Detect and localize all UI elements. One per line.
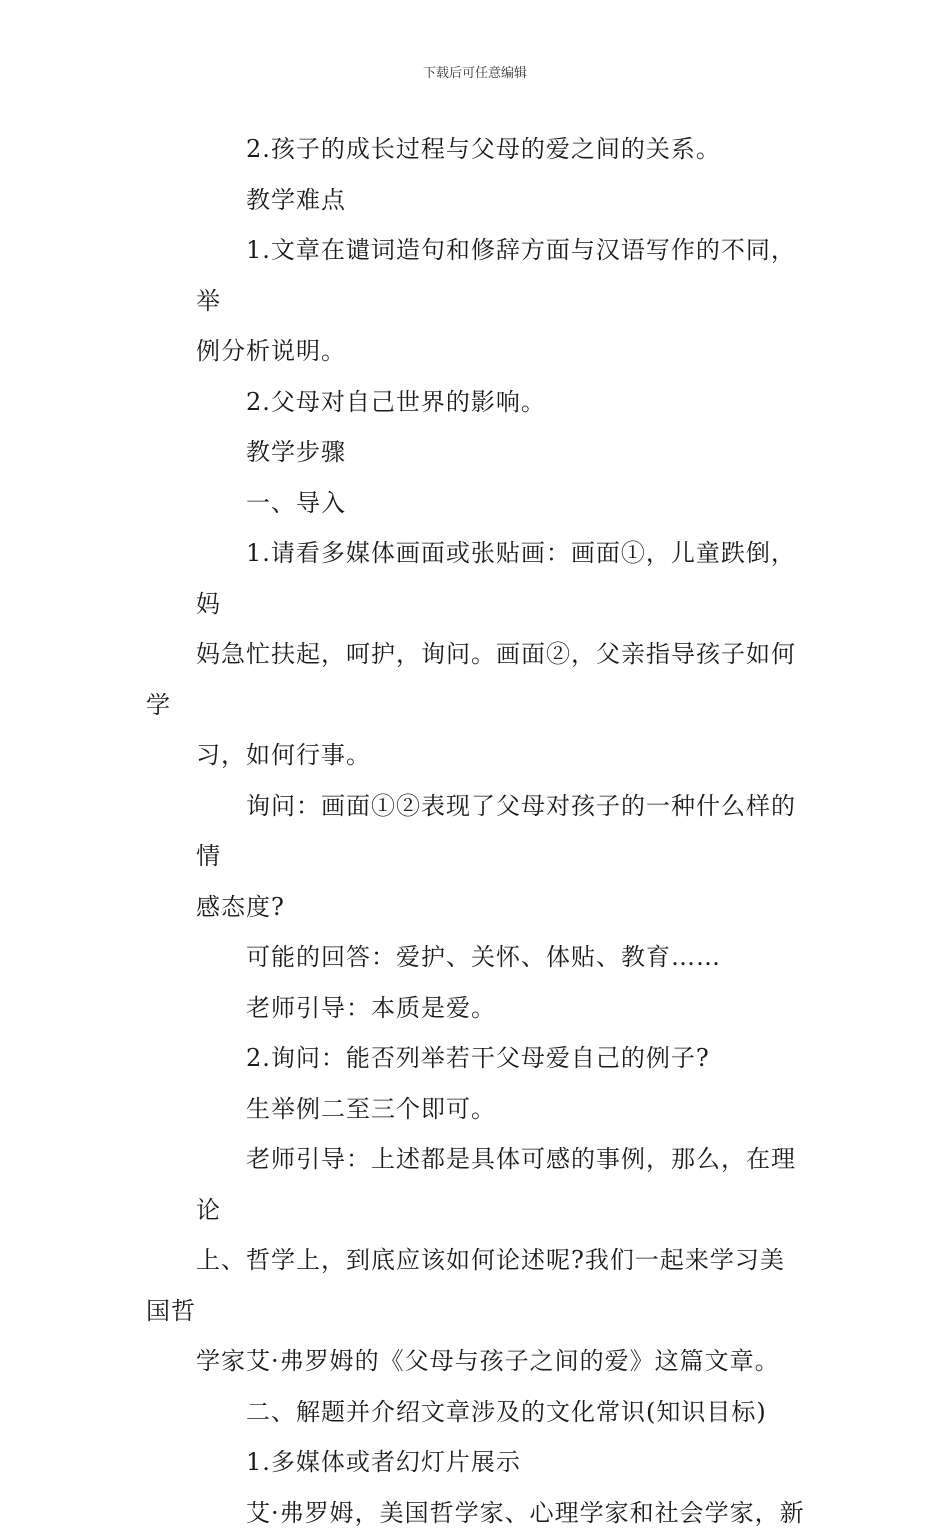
paragraph <box>146 1033 806 1084</box>
section-heading <box>146 478 806 529</box>
paragraph <box>146 932 806 983</box>
text-line: 询问：画面①②表现了父母对孩子的一种什么样的情 <box>146 781 806 882</box>
text-line: 1.多媒体或者幻灯片展示 <box>146 1437 806 1488</box>
paragraph <box>146 528 806 781</box>
paragraph <box>146 781 806 933</box>
text-line: 2.询问：能否列举若干父母爱自己的例子? <box>146 1033 806 1084</box>
text-line: 1.请看多媒体画面或张贴画：画面①，儿童跌倒，妈 <box>146 528 806 629</box>
text-line: 老师引导：上述都是具体可感的事例，那么，在理论 <box>146 1134 806 1235</box>
text-line: 艾·弗罗姆，美国哲学家、心理学家和社会学家，新 <box>146 1488 806 1538</box>
paragraph <box>146 1084 806 1135</box>
paragraph <box>146 983 806 1034</box>
text-line: 感态度? <box>146 882 806 933</box>
paragraph <box>146 1437 806 1488</box>
text-line: 习，如何行事。 <box>146 730 806 781</box>
text-line: 教学难点 <box>146 175 806 226</box>
paragraph <box>146 377 806 428</box>
section-heading <box>146 427 806 478</box>
text-line: 学家艾·弗罗姆的《父母与孩子之间的爱》这篇文章。 <box>146 1336 806 1387</box>
text-line: 老师引导：本质是爱。 <box>146 983 806 1034</box>
paragraph <box>146 1134 806 1387</box>
text-line: 1.文章在谴词造句和修辞方面与汉语写作的不同，举 <box>146 225 806 326</box>
text-line: 上、哲学上，到底应该如何论述呢?我们一起来学习美国哲 <box>146 1235 806 1336</box>
paragraph <box>146 225 806 377</box>
text-line: 生举例二至三个即可。 <box>146 1084 806 1135</box>
document-body <box>146 124 806 1538</box>
text-line: 例分析说明。 <box>146 326 806 377</box>
text-line: 可能的回答：爱护、关怀、体贴、教育…… <box>146 932 806 983</box>
text-line: 妈急忙扶起，呵护，询问。画面②，父亲指导孩子如何学 <box>146 629 806 730</box>
paragraph <box>146 1488 806 1538</box>
section-heading <box>146 175 806 226</box>
paragraph <box>146 124 806 175</box>
page-header-note: 下载后可任意编辑 <box>0 66 950 82</box>
text-line: 2.父母对自己世界的影响。 <box>146 377 806 428</box>
text-line: 2.孩子的成长过程与父母的爱之间的关系。 <box>146 124 806 175</box>
text-line: 二、解题并介绍文章涉及的文化常识(知识目标) <box>146 1387 806 1438</box>
text-line: 一、导入 <box>146 478 806 529</box>
text-line: 教学步骤 <box>146 427 806 478</box>
section-heading <box>146 1387 806 1438</box>
